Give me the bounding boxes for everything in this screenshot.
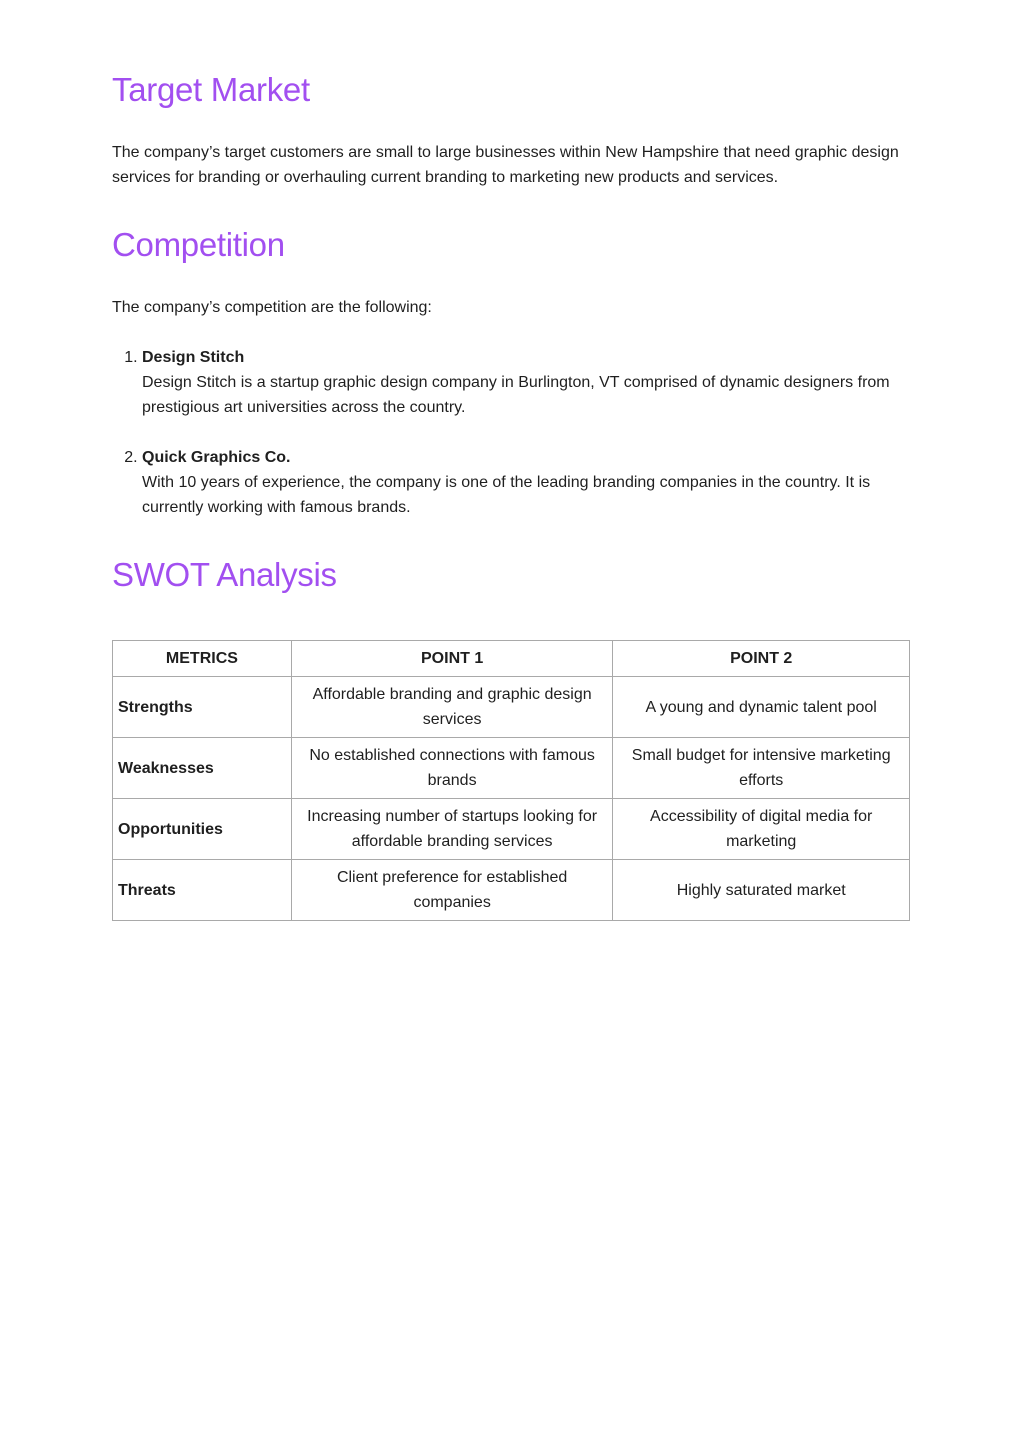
- point-2-cell: A young and dynamic talent pool: [613, 677, 910, 738]
- metric-cell: Opportunities: [113, 799, 292, 860]
- target-market-paragraph: The company’s target customers are small to large businesses within New Hampshire that need graphic design services for branding or overhauling current branding to marketing new products and services.: [112, 144, 899, 186]
- competitor-name: 1. Design Stitch: [142, 349, 245, 366]
- competition-intro: The company’s competition are the following:: [112, 299, 432, 316]
- competitor-name: 2. Quick Graphics Co.: [142, 449, 291, 466]
- point-1-cell: No established connections with famous brands: [291, 738, 613, 799]
- table-row: [113, 738, 910, 799]
- point-1-cell: Affordable branding and graphic design services: [291, 677, 613, 738]
- table-row: [113, 799, 910, 860]
- column-header-point-1: POINT 1: [291, 641, 613, 677]
- swot-heading: SWOT Analysis: [112, 556, 337, 593]
- table-header-row: [113, 641, 910, 677]
- swot-table: [112, 640, 910, 921]
- point-2-cell: Small budget for intensive marketing efforts: [613, 738, 910, 799]
- point-2-cell: Highly saturated market: [613, 860, 910, 921]
- metric-cell: Weaknesses: [113, 738, 292, 799]
- point-1-cell: Client preference for established companies: [291, 860, 613, 921]
- competitor-description: Design Stitch is a startup graphic design company in Burlington, VT comprised of dynamic designers from prestigious art universities across the country.: [142, 374, 890, 416]
- target-market-heading: Target Market: [112, 71, 310, 108]
- column-header-point-2: POINT 2: [613, 641, 910, 677]
- competitor-list: [112, 345, 910, 545]
- point-2-cell: Accessibility of digital media for marketing: [613, 799, 910, 860]
- metric-cell: Strengths: [113, 677, 292, 738]
- competitor-description: With 10 years of experience, the company is one of the leading branding companies in the country. It is currently working with famous brands.: [142, 474, 871, 516]
- column-header-metrics: METRICS: [113, 641, 292, 677]
- list-item: [142, 445, 910, 520]
- list-item: [142, 345, 910, 420]
- competition-heading: Competition: [112, 226, 285, 263]
- table-row: [113, 860, 910, 921]
- table-row: [113, 677, 910, 738]
- point-1-cell: Increasing number of startups looking for affordable branding services: [291, 799, 613, 860]
- metric-cell: Threats: [113, 860, 292, 921]
